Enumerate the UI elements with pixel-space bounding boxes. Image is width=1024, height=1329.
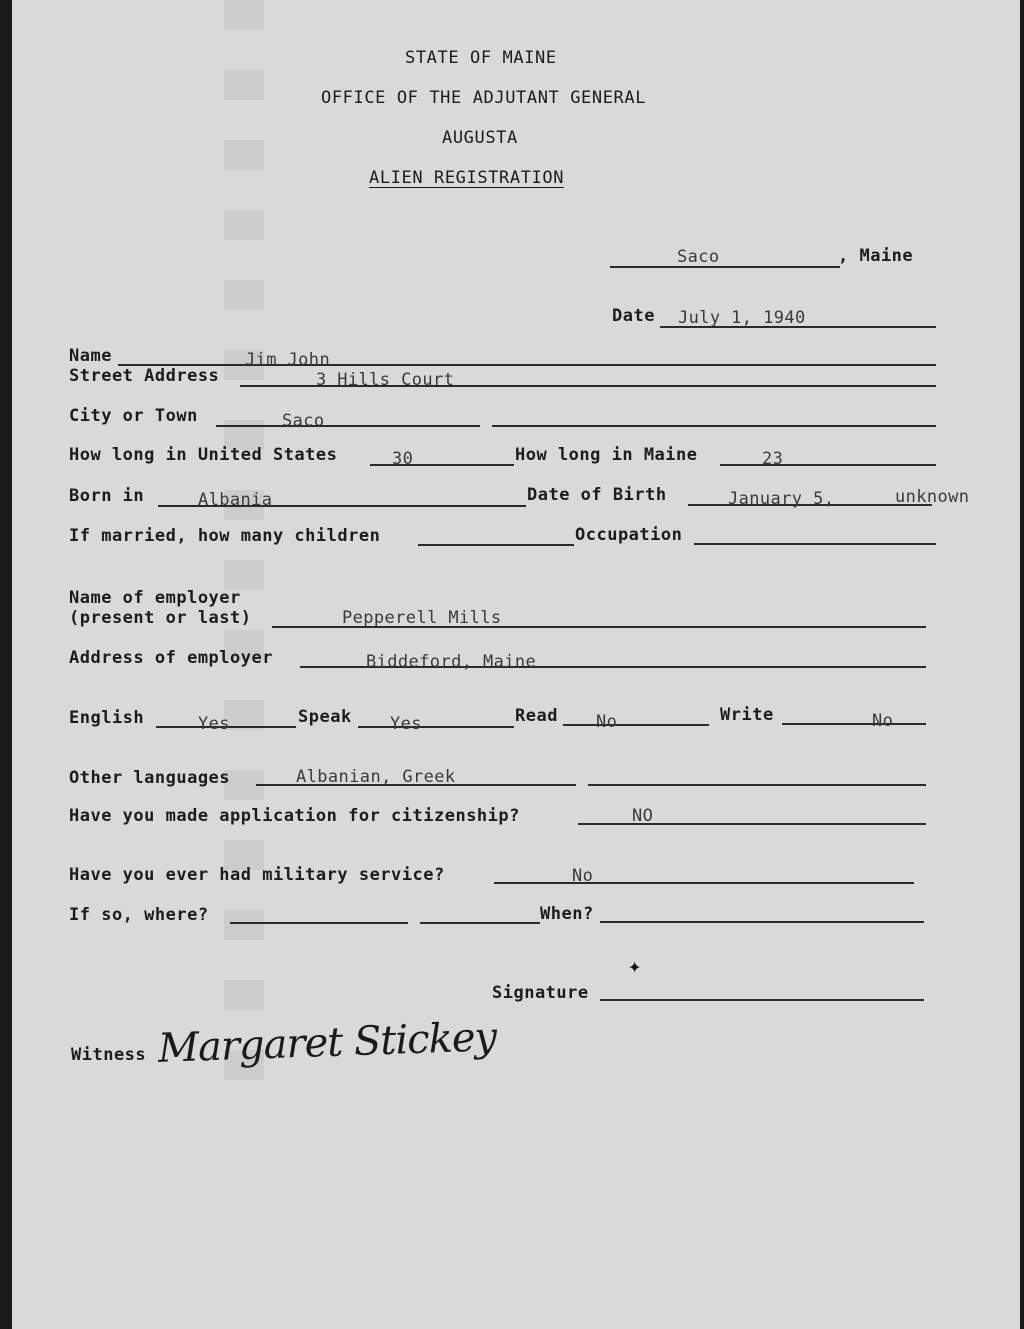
- military-label: Have you ever had military service?: [69, 865, 445, 885]
- languages-label: Other languages: [69, 768, 231, 788]
- dob-value: January 5,: [728, 489, 835, 509]
- speak-label: Speak: [298, 707, 352, 727]
- when-line: [600, 921, 924, 923]
- employer-address-value: Biddeford, Maine: [366, 652, 537, 672]
- place-state-label: , Maine: [838, 246, 914, 266]
- name-line: [118, 364, 936, 366]
- citizenship-label: Have you made application for citizenship?: [69, 806, 520, 826]
- occupation-line: [694, 543, 936, 545]
- maine-duration-line: [720, 464, 936, 466]
- employer-address-label: Address of employer: [69, 648, 273, 668]
- city-value: Saco: [282, 411, 325, 431]
- read-value: No: [596, 712, 618, 732]
- children-line: [418, 544, 574, 546]
- place-city-value: Saco: [677, 247, 720, 267]
- date-label: Date: [612, 306, 655, 326]
- street-value: 3 Hills Court: [316, 370, 455, 390]
- write-label: Write: [720, 705, 774, 725]
- header-office: OFFICE OF THE ADJUTANT GENERAL: [321, 88, 647, 108]
- speak-value: Yes: [390, 714, 422, 734]
- military-line: [494, 882, 914, 884]
- header-title: ALIEN REGISTRATION: [369, 168, 565, 188]
- faint-stamp-watermark: [224, 0, 264, 1100]
- name-label: Name: [69, 346, 112, 366]
- header-city: AUGUSTA: [442, 128, 518, 148]
- languages-value: Albanian, Greek: [296, 767, 456, 787]
- when-label: When?: [540, 904, 594, 924]
- header-state: STATE OF MAINE: [405, 48, 557, 68]
- us-duration-value: 30: [392, 449, 414, 469]
- maine-duration-label: How long in Maine: [515, 445, 698, 465]
- where-line: [230, 922, 408, 924]
- citizenship-value: NO: [632, 806, 654, 826]
- military-value: No: [572, 866, 594, 886]
- employer-value: Pepperell Mills: [342, 608, 502, 628]
- occupation-label: Occupation: [575, 525, 683, 545]
- read-line: [563, 724, 709, 726]
- employer-label-2: (present or last): [69, 608, 252, 628]
- english-label: English: [69, 708, 145, 728]
- place-line: [610, 266, 840, 268]
- city-line-extra: [492, 425, 936, 427]
- english-value: Yes: [198, 714, 230, 734]
- signature-label: Signature: [492, 983, 589, 1003]
- witness-label: Witness: [71, 1045, 147, 1065]
- street-label: Street Address: [69, 366, 220, 386]
- signature-line: [600, 999, 924, 1001]
- where-line-extra: [420, 922, 540, 924]
- dob-extra-value: unknown: [895, 487, 970, 507]
- signature-mark-icon: ✦: [628, 954, 642, 979]
- date-value: July 1, 1940: [678, 308, 806, 328]
- witness-signature: Margaret Stickey: [157, 1014, 497, 1072]
- born-value: Albania: [198, 490, 273, 510]
- citizenship-line: [578, 823, 926, 825]
- document-page: [12, 0, 1020, 1329]
- name-value: Jim John: [245, 350, 331, 370]
- city-label: City or Town: [69, 406, 198, 426]
- speak-line: [358, 726, 514, 728]
- dob-label: Date of Birth: [527, 485, 667, 505]
- us-duration-label: How long in United States: [69, 445, 338, 465]
- write-line: [782, 723, 926, 725]
- children-label: If married, how many children: [69, 526, 381, 546]
- write-value: No: [872, 711, 894, 731]
- maine-duration-value: 23: [762, 449, 784, 469]
- languages-line-extra: [588, 784, 926, 786]
- city-line: [216, 425, 480, 427]
- employer-label-1: Name of employer: [69, 588, 241, 608]
- born-label: Born in: [69, 486, 145, 506]
- read-label: Read: [515, 706, 558, 726]
- where-label: If so, where?: [69, 905, 209, 925]
